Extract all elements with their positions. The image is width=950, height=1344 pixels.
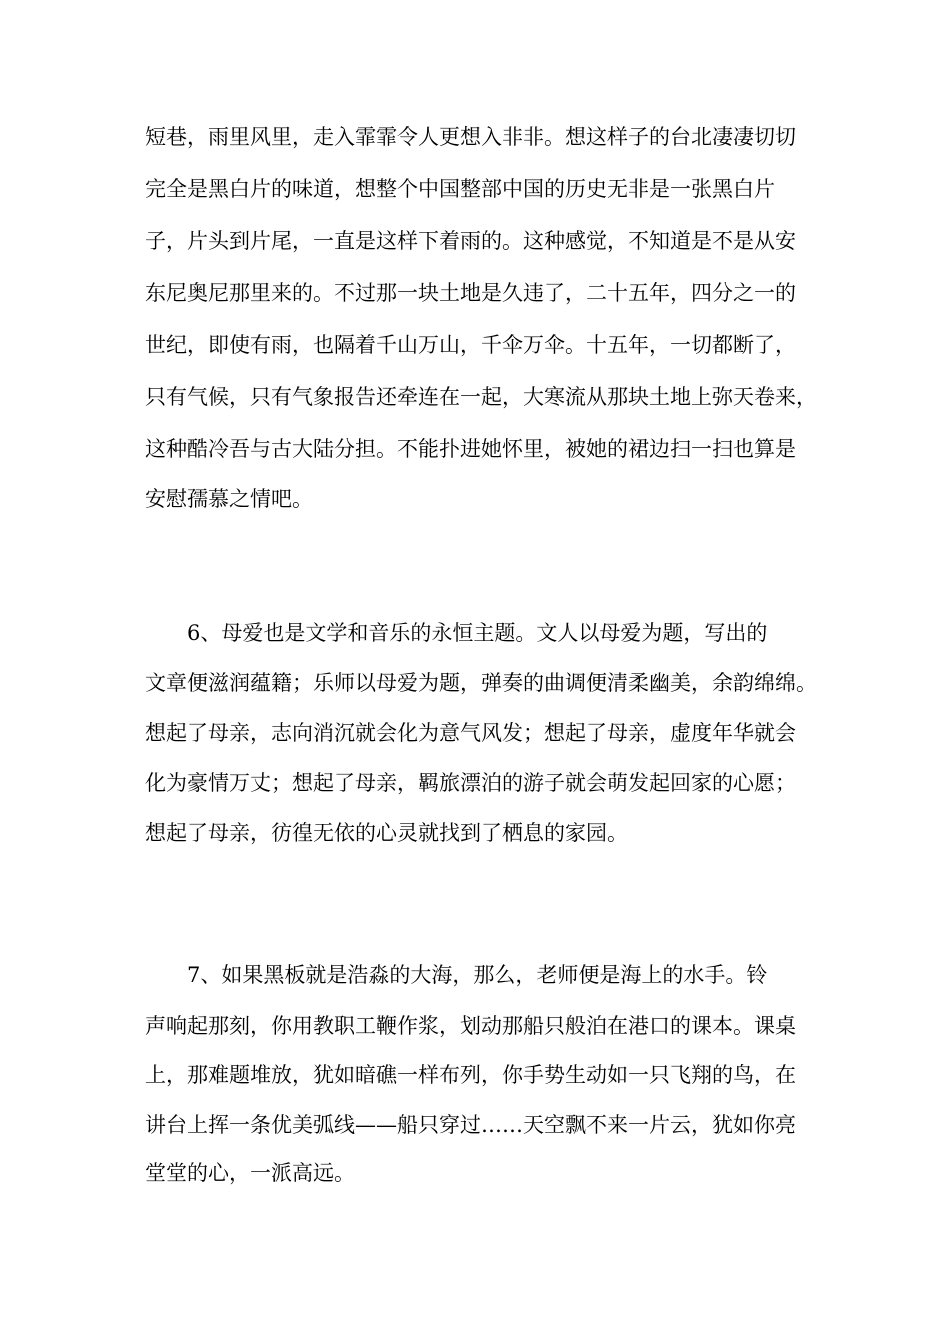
text-line: 这种酷冷吾与古大陆分担。不能扑进她怀里，被她的裙边扫一扫也算是 — [145, 437, 796, 461]
text-line: 堂堂的心，一派高远。 — [145, 1161, 355, 1185]
text-line: 声响起那刻，你用教职工鞭作浆，划动那船只般泊在港口的课本。课桌 — [145, 1014, 796, 1038]
paragraph-6-line: 6、母爱也是文学和音乐的永恒主题。文人以母爱为题，写出的 — [145, 621, 768, 645]
text-line: 东尼奥尼那里来的。不过那一块土地是久违了，二十五年，四分之一的 — [145, 281, 796, 305]
paragraph-7-line: 7、如果黑板就是浩淼的大海，那么，老师便是海上的水手。铃 — [145, 963, 768, 987]
text-line: 想起了母亲，彷徨无依的心灵就找到了栖息的家园。 — [145, 821, 628, 845]
text-line: 安慰孺慕之情吧。 — [145, 487, 313, 511]
text-line: 讲台上挥一条优美弧线——船只穿过……天空飘不来一片云，犹如你亮 — [145, 1113, 796, 1137]
text-line: 想起了母亲，志向消沉就会化为意气风发；想起了母亲，虚度年华就会 — [145, 721, 796, 745]
text-line: 世纪，即使有雨，也隔着千山万山，千伞万伞。十五年，一切都断了， — [145, 333, 796, 357]
text-line: 上，那难题堆放，犹如暗礁一样布列，你手势生动如一只飞翔的鸟，在 — [145, 1063, 796, 1087]
text-line: 化为豪情万丈；想起了母亲，羁旅漂泊的游子就会萌发起回家的心愿； — [145, 771, 796, 795]
text-line: 只有气候，只有气象报告还牵连在一起，大寒流从那块土地上弥天卷来， — [145, 385, 817, 409]
text-line: 短巷，雨里风里，走入霏霏令人更想入非非。想这样子的台北凄凄切切 — [145, 125, 796, 149]
text-line: 完全是黑白片的味道，想整个中国整部中国的历史无非是一张黑白片 — [145, 177, 775, 201]
text-line: 文章便滋润蕴籍；乐师以母爱为题，弹奏的曲调便清柔幽美，余韵绵绵。 — [145, 671, 817, 695]
text-line: 子，片头到片尾，一直是这样下着雨的。这种感觉，不知道是不是从安 — [145, 229, 796, 253]
